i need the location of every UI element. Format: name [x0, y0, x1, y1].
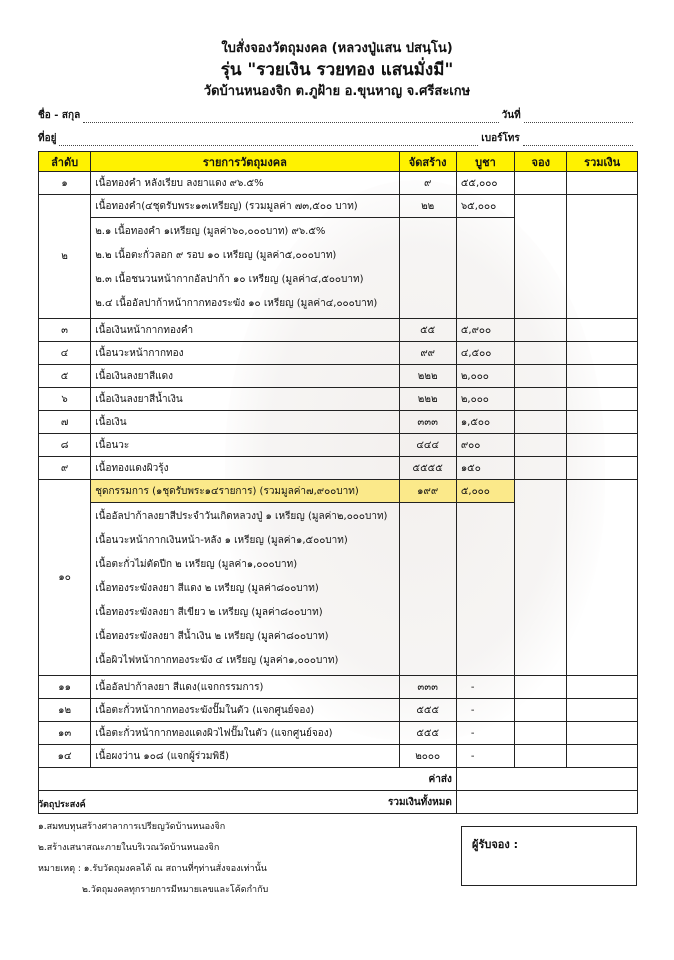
table-row	[39, 745, 638, 768]
row-qty	[399, 503, 456, 676]
row-qty: ๒๒๒	[399, 365, 456, 388]
row-reserve-cell[interactable]	[515, 172, 567, 195]
row-total-cell[interactable]	[567, 388, 638, 411]
table-row	[39, 365, 638, 388]
row-price: -	[456, 699, 514, 722]
sub-item: เนื้อตะกั่วไม่ตัดปีก ๒ เหรียญ (มูลค่า๑,๐๐๐บาท)	[95, 559, 298, 570]
sub-item: เนื้อทองระฆังลงยา สีน้ำเงิน ๒ เหรียญ (มูลค่า๘๐๐บาท)	[95, 631, 329, 642]
grand-total-value-cell[interactable]	[456, 791, 637, 814]
row-qty: ๒๒๒	[399, 388, 456, 411]
table-row	[39, 388, 638, 411]
row-item-group	[91, 218, 399, 319]
note-1: หมายเหตุ : ๑.รับวัตถุมงคลได้ ณ สถานที่ๆท่านสั่งจองเท่านั้น	[38, 864, 267, 874]
table-row	[39, 457, 638, 480]
row-reserve-cell[interactable]	[515, 411, 567, 434]
col-header-reserve: จอง	[515, 152, 567, 172]
row-item: เนื้อผงว่าน ๑๐๘ (แจกผู้ร่วมพิธี)	[91, 745, 399, 768]
row-qty: ๒๐๐๐	[399, 745, 456, 768]
row-reserve-cell[interactable]	[515, 480, 567, 676]
row-item: เนื้อเงินลงยาสีน้ำเงิน	[91, 388, 399, 411]
table-row	[39, 699, 638, 722]
row-total-cell[interactable]	[567, 676, 638, 699]
row-price: ๒,๐๐๐	[456, 388, 514, 411]
table-row	[39, 319, 638, 342]
row-price: ๑,๕๐๐	[456, 411, 514, 434]
purpose-item-2: ๒.สร้างเสนาสณะภายในบริเวณวัดบ้านหนองจิก	[38, 843, 220, 853]
sub-item: เนื้อผิวไฟหน้ากากทองระฆัง ๔ เหรียญ (มูลค่า๑,๐๐๐บาท)	[95, 655, 339, 666]
row-price: ๕,๐๐๐	[456, 480, 514, 503]
name-field[interactable]	[83, 112, 498, 123]
row-qty: ๕๕๕๕	[399, 457, 456, 480]
row-reserve-cell[interactable]	[515, 342, 567, 365]
table-row	[39, 480, 638, 503]
col-header-qty: จัดสร้าง	[399, 152, 456, 172]
phone-label: เบอร์โทร	[481, 133, 520, 144]
col-header-no: ลำดับ	[39, 152, 91, 172]
row-total-cell[interactable]	[567, 480, 638, 676]
address-phone-row	[38, 131, 636, 146]
row-no: ๑๒	[39, 699, 91, 722]
row-no: ๓	[39, 319, 91, 342]
row-qty: ๓๓๓	[399, 676, 456, 699]
shipping-label: ค่าส่ง	[39, 768, 457, 791]
row-total-cell[interactable]	[567, 195, 638, 319]
row-qty: ๓๓๓	[399, 411, 456, 434]
row-total-cell[interactable]	[567, 457, 638, 480]
sub-item: ๒.๓ เนื้อชนวนหน้ากากอัลปาก้า ๑๐ เหรียญ (มูลค่า๔,๕๐๐บาท)	[95, 274, 364, 285]
row-no: ๙	[39, 457, 91, 480]
row-reserve-cell[interactable]	[515, 699, 567, 722]
note-2: ๒.วัตถุมงคลทุกรายการมีหมายเลขและโค้ดกำกับ	[82, 885, 269, 895]
row-no: ๖	[39, 388, 91, 411]
header-line-3: วัดบ้านหนองจิก ต.ภูฝ้าย อ.ขุนหาญ จ.ศรีสะเกษ	[203, 84, 471, 99]
table-row	[39, 434, 638, 457]
row-no: ๕	[39, 365, 91, 388]
row-price: ๑๕๐	[456, 457, 514, 480]
row-item: เนื้อทองแดงผิวรุ้ง	[91, 457, 399, 480]
row-qty: ๔๔๔	[399, 434, 456, 457]
order-table	[38, 151, 638, 814]
row-no: ๒	[39, 195, 91, 319]
row-total-cell[interactable]	[567, 722, 638, 745]
row-qty	[399, 218, 456, 319]
col-header-total: รวมเงิน	[567, 152, 638, 172]
name-date-row	[38, 108, 636, 123]
row-qty: ๙	[399, 172, 456, 195]
sub-item: ๒.๒ เนื้อตะกั่วลอก ๙ รอบ ๑๐ เหรียญ (มูลค่า๕,๐๐๐บาท)	[95, 250, 337, 261]
shipping-value-cell[interactable]	[456, 768, 637, 791]
row-total-cell[interactable]	[567, 342, 638, 365]
sub-item: เนื้อนวะหน้ากากเงินหน้า-หลัง ๑ เหรียญ (มูลค่า๑,๕๐๐บาท)	[95, 535, 348, 546]
row-qty: ๒๒	[399, 195, 456, 218]
row-price: ๖๕,๐๐๐	[456, 195, 514, 218]
row-no: ๑	[39, 172, 91, 195]
date-label: วันที่	[501, 110, 521, 121]
row-total-cell[interactable]	[567, 745, 638, 768]
row-no: ๘	[39, 434, 91, 457]
row-reserve-cell[interactable]	[515, 745, 567, 768]
row-no: ๑๓	[39, 722, 91, 745]
row-item: เนื้อเงินหน้ากากทองคำ	[91, 319, 399, 342]
row-item: เนื้อทองคำ(๔ชุดรับพระ๑๓เหรียญ) (รวมมูลค่า ๗๓,๕๐๐ บาท)	[91, 195, 399, 218]
row-price: -	[456, 745, 514, 768]
row-item: เนื้อทองคำ หลังเรียบ ลงยาแดง ๙๖.๕%	[91, 172, 399, 195]
sub-item: เนื้อทองระฆังลงยา สีเขียว ๒ เหรียญ (มูลค่า๘๐๐บาท)	[95, 607, 323, 618]
header-line-1: ใบสั่งจองวัตถุมงคล (หลวงปู่แสน ปสนฺโน)	[221, 41, 453, 56]
row-reserve-cell[interactable]	[515, 457, 567, 480]
receiver-label: ผู้รับจอง :	[472, 838, 518, 851]
date-field[interactable]	[524, 112, 633, 123]
row-total-cell[interactable]	[567, 172, 638, 195]
row-no: ๑๐	[39, 480, 91, 676]
phone-field[interactable]	[523, 135, 633, 146]
sub-item: เนื้ออัลปาก้าลงยาสีประจำวันเกิดหลวงปู่ ๑ เหรียญ (มูลค่า๒,๐๐๐บาท)	[95, 511, 388, 522]
row-price: ๕,๙๐๐	[456, 319, 514, 342]
row-item-group	[91, 503, 399, 676]
row-reserve-cell[interactable]	[515, 676, 567, 699]
purpose-item-1: ๑.สมทบทุนสร้างศาลาการเปรียญวัดบ้านหนองจิก	[38, 822, 226, 832]
grand-total-label: รวมเงินทั้งหมด	[39, 791, 457, 814]
table-row	[39, 411, 638, 434]
row-no: ๑๑	[39, 676, 91, 699]
table-row	[39, 195, 638, 218]
row-reserve-cell[interactable]	[515, 319, 567, 342]
row-price	[456, 503, 514, 676]
row-reserve-cell[interactable]	[515, 195, 567, 319]
receiver-box[interactable]	[461, 826, 637, 886]
row-price	[456, 218, 514, 319]
row-item: เนื้อนวะหน้ากากทอง	[91, 342, 399, 365]
row-qty: ๕๕	[399, 319, 456, 342]
row-price: -	[456, 722, 514, 745]
row-item: เนื้ออัลปาก้าลงยา สีแดง(แจกกรรมการ)	[91, 676, 399, 699]
row-price: ๕๕,๐๐๐	[456, 172, 514, 195]
table-row	[39, 172, 638, 195]
row-reserve-cell[interactable]	[515, 434, 567, 457]
table-row	[39, 676, 638, 699]
row-reserve-cell[interactable]	[515, 365, 567, 388]
form-header	[0, 40, 674, 102]
row-reserve-cell[interactable]	[515, 722, 567, 745]
grand-total-row	[39, 791, 638, 814]
row-item: ชุดกรรมการ (๑ชุดรับพระ๑๔รายการ) (รวมมูลค่า๗,๙๐๐บาท)	[91, 480, 399, 503]
row-total-cell[interactable]	[567, 319, 638, 342]
row-item: เนื้อนวะ	[91, 434, 399, 457]
row-qty: ๕๕๕	[399, 722, 456, 745]
row-total-cell[interactable]	[567, 365, 638, 388]
row-no: ๑๔	[39, 745, 91, 768]
col-header-price: บูชา	[456, 152, 514, 172]
shipping-row	[39, 768, 638, 791]
row-price: ๙๐๐	[456, 434, 514, 457]
row-qty: ๕๕๕	[399, 699, 456, 722]
sub-item: เนื้อทองระฆังลงยา สีแดง ๒ เหรียญ (มูลค่า๘๐๐บาท)	[95, 583, 319, 594]
row-item: เนื้อตะกั่วหน้ากากทองระฆังปั๊มในตัว (แจกศูนย์จอง)	[91, 699, 399, 722]
row-no: ๔	[39, 342, 91, 365]
row-item: เนื้อตะกั่วหน้ากากทองแดงผิวไฟปั๊มในตัว (แจกศูนย์จอง)	[91, 722, 399, 745]
name-label: ชื่อ - สกุล	[38, 110, 81, 121]
address-field[interactable]	[59, 135, 478, 146]
row-item: เนื้อเงิน	[91, 411, 399, 434]
address-label: ที่อยู่	[38, 133, 57, 144]
row-price: ๒,๐๐๐	[456, 365, 514, 388]
table-header-row	[39, 152, 638, 172]
row-qty: ๙๙	[399, 342, 456, 365]
row-item: เนื้อเงินลงยาสีแดง	[91, 365, 399, 388]
row-total-cell[interactable]	[567, 411, 638, 434]
table-row	[39, 722, 638, 745]
row-qty: ๑๙๙	[399, 480, 456, 503]
sub-item: ๒.๑ เนื้อทองคำ ๑เหรียญ (มูลค่า๖๐,๐๐๐บาท) ๙๖.๕%	[95, 226, 326, 237]
row-price: ๔,๕๐๐	[456, 342, 514, 365]
sub-item: ๒.๔ เนื้ออัลปาก้าหน้ากากทองระฆัง ๑๐ เหรียญ (มูลค่า๔,๐๐๐บาท)	[95, 298, 378, 309]
col-header-item: รายการวัตถุมงคล	[91, 152, 399, 172]
row-price: -	[456, 676, 514, 699]
row-reserve-cell[interactable]	[515, 388, 567, 411]
row-no: ๗	[39, 411, 91, 434]
table-row	[39, 342, 638, 365]
purpose-label: วัตถุประสงค์	[38, 800, 86, 810]
row-total-cell[interactable]	[567, 699, 638, 722]
header-line-2: รุ่น "รวยเงิน รวยทอง แสนมั่งมี"	[220, 60, 454, 80]
row-total-cell[interactable]	[567, 434, 638, 457]
